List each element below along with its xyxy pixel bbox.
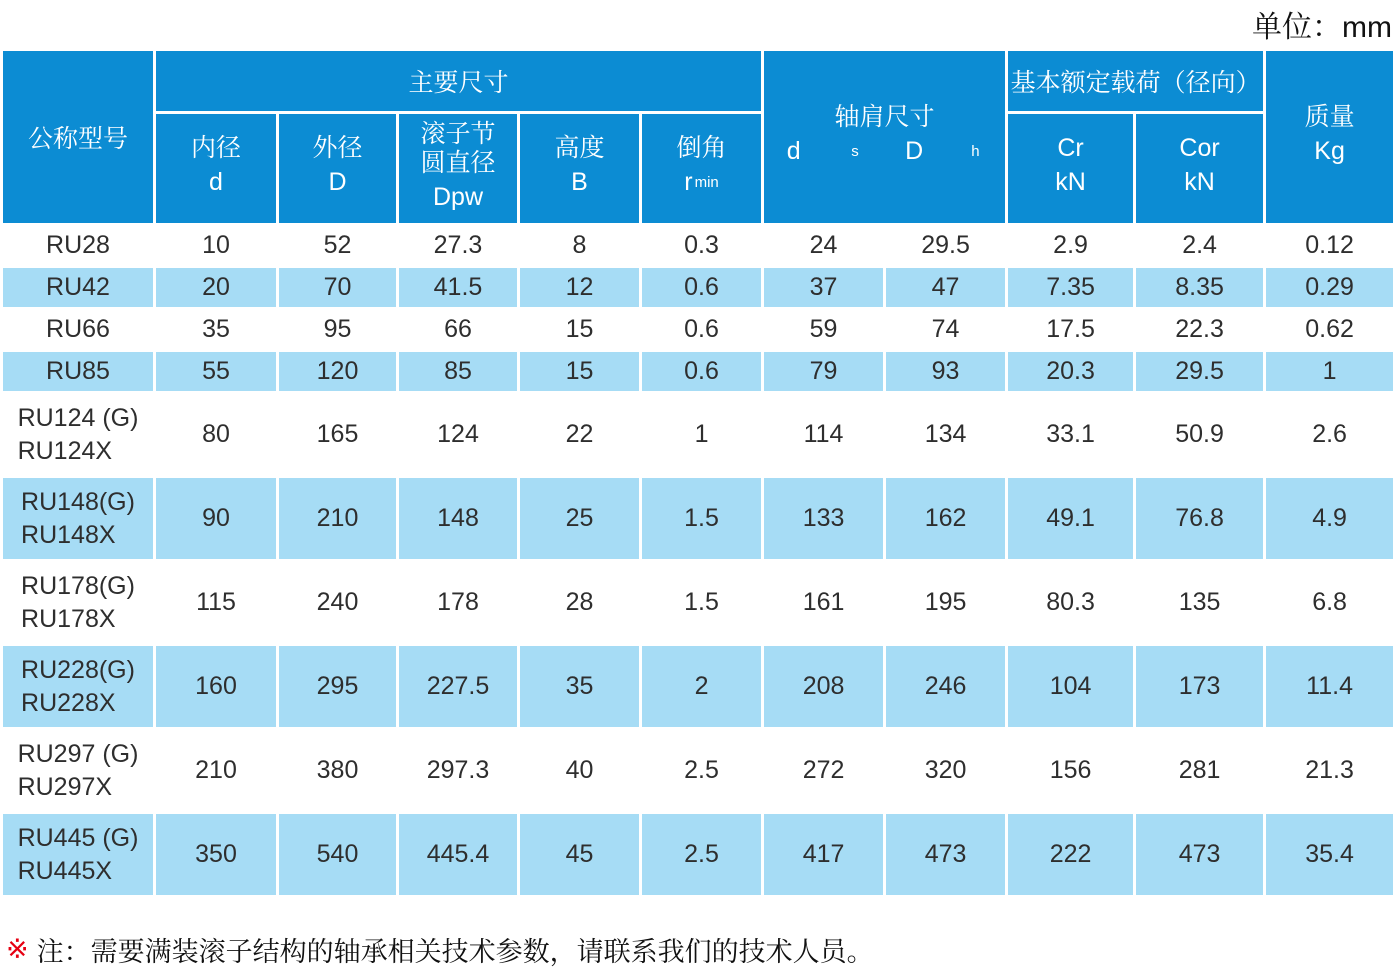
cell-rmin: 0.6: [642, 352, 761, 391]
cell-Dh: 162: [886, 478, 1005, 559]
table-row: [3, 268, 1393, 307]
cell-mass: 21.3: [1266, 730, 1393, 811]
cell-Dpw: 227.5: [399, 646, 517, 727]
cell-rmin: 1: [642, 394, 761, 475]
unit-label: 单位：mm: [1252, 11, 1392, 44]
cell-Cor: 2.4: [1136, 226, 1263, 265]
cell-Cor: 281: [1136, 730, 1263, 811]
cell-Cr: 20.3: [1008, 352, 1133, 391]
table-row: [3, 814, 1393, 895]
cell-Cor: 135: [1136, 562, 1263, 643]
cell-B: 35: [520, 646, 639, 727]
cell-d: 80: [156, 394, 276, 475]
cell-B: 15: [520, 310, 639, 349]
footnote-mark: ※: [6, 934, 29, 964]
cell-D: 120: [279, 352, 396, 391]
cell-d: 35: [156, 310, 276, 349]
cell-B: 15: [520, 352, 639, 391]
cell-Dpw: 27.3: [399, 226, 517, 265]
cell-rmin: 0.6: [642, 268, 761, 307]
table-row: [3, 394, 1393, 475]
cell-d: 160: [156, 646, 276, 727]
cell-rmin: 1.5: [642, 562, 761, 643]
symbol-ds: d s: [786, 136, 859, 165]
model-cell: RU28: [3, 226, 153, 265]
cell-rmin: 0.3: [642, 226, 761, 265]
cell-Cr: 17.5: [1008, 310, 1133, 349]
model-cell: RU85: [3, 352, 153, 391]
cell-Cr: 2.9: [1008, 226, 1133, 265]
model-cell: RU228(G) RU228X: [3, 646, 153, 727]
cell-d: 55: [156, 352, 276, 391]
header-cor: Cor kN: [1136, 114, 1263, 223]
header-outer-diameter: 外径 D: [279, 114, 396, 223]
cell-Dh: 47: [886, 268, 1005, 307]
bearing-spec-table: [0, 48, 1396, 898]
table-row: [3, 562, 1393, 643]
cell-D: 295: [279, 646, 396, 727]
cell-Dpw: 178: [399, 562, 517, 643]
cell-Cr: 156: [1008, 730, 1133, 811]
model-cell: RU297 (G) RU297X: [3, 730, 153, 811]
cell-mass: 4.9: [1266, 478, 1393, 559]
cell-rmin: 0.6: [642, 310, 761, 349]
cell-d: 115: [156, 562, 276, 643]
cell-Cr: 33.1: [1008, 394, 1133, 475]
model-cell: RU445 (G) RU445X: [3, 814, 153, 895]
table-row: [3, 226, 1393, 265]
cell-d: 90: [156, 478, 276, 559]
cell-Dh: 320: [886, 730, 1005, 811]
cell-mass: 0.29: [1266, 268, 1393, 307]
cell-ds: 161: [764, 562, 883, 643]
cell-rmin: 1.5: [642, 478, 761, 559]
cell-mass: 2.6: [1266, 394, 1393, 475]
cell-D: 210: [279, 478, 396, 559]
model-cell: RU178(G) RU178X: [3, 562, 153, 643]
cell-Dh: 473: [886, 814, 1005, 895]
cell-Cor: 29.5: [1136, 352, 1263, 391]
cell-Cr: 7.35: [1008, 268, 1133, 307]
header-height: 高度 B: [520, 114, 639, 223]
model-cell: RU148(G) RU148X: [3, 478, 153, 559]
shoulder-dims-label: 轴肩尺寸: [834, 102, 935, 131]
cell-Cr: 104: [1008, 646, 1133, 727]
cell-d: 10: [156, 226, 276, 265]
cell-B: 28: [520, 562, 639, 643]
cell-Cor: 76.8: [1136, 478, 1263, 559]
mass-unit: Kg: [1314, 136, 1345, 165]
header-pitch-diameter: 滚子节 圆直径 Dpw: [399, 114, 517, 223]
cell-Dpw: 124: [399, 394, 517, 475]
cell-D: 52: [279, 226, 396, 265]
cell-D: 240: [279, 562, 396, 643]
cell-Dh: 246: [886, 646, 1005, 727]
cell-Dh: 93: [886, 352, 1005, 391]
cell-Dh: 134: [886, 394, 1005, 475]
cell-ds: 417: [764, 814, 883, 895]
cell-d: 350: [156, 814, 276, 895]
cell-d: 210: [156, 730, 276, 811]
cell-Dh: 74: [886, 310, 1005, 349]
cell-rmin: 2.5: [642, 730, 761, 811]
cell-Cor: 173: [1136, 646, 1263, 727]
cell-mass: 35.4: [1266, 814, 1393, 895]
footnote: [0, 930, 1396, 969]
cell-D: 70: [279, 268, 396, 307]
cell-mass: 0.12: [1266, 226, 1393, 265]
cell-Cor: 473: [1136, 814, 1263, 895]
cell-Dpw: 148: [399, 478, 517, 559]
table-row: [3, 352, 1393, 391]
cell-ds: 272: [764, 730, 883, 811]
cell-B: 22: [520, 394, 639, 475]
cell-B: 45: [520, 814, 639, 895]
cell-ds: 79: [764, 352, 883, 391]
cell-Cr: 80.3: [1008, 562, 1133, 643]
table-row: [3, 646, 1393, 727]
model-cell: RU66: [3, 310, 153, 349]
cell-D: 95: [279, 310, 396, 349]
header-mass: [1266, 51, 1393, 223]
cell-ds: 114: [764, 394, 883, 475]
cell-B: 12: [520, 268, 639, 307]
cell-mass: 0.62: [1266, 310, 1393, 349]
cell-rmin: 2.5: [642, 814, 761, 895]
cell-D: 165: [279, 394, 396, 475]
header-cr: Cr kN: [1008, 114, 1133, 223]
cell-ds: 208: [764, 646, 883, 727]
cell-B: 8: [520, 226, 639, 265]
cell-Dh: 195: [886, 562, 1005, 643]
table-row: [3, 730, 1393, 811]
table-row: [3, 310, 1393, 349]
cell-ds: 24: [764, 226, 883, 265]
cell-Cor: 8.35: [1136, 268, 1263, 307]
cell-ds: 59: [764, 310, 883, 349]
cell-B: 25: [520, 478, 639, 559]
cell-d: 20: [156, 268, 276, 307]
cell-mass: 1: [1266, 352, 1393, 391]
cell-mass: 6.8: [1266, 562, 1393, 643]
cell-ds: 133: [764, 478, 883, 559]
cell-Cor: 22.3: [1136, 310, 1263, 349]
header-model: 公称型号: [3, 51, 153, 223]
table-row: [3, 478, 1393, 559]
symbol-dh: D h: [905, 136, 980, 165]
cell-ds: 37: [764, 268, 883, 307]
cell-mass: 11.4: [1266, 646, 1393, 727]
cell-Cor: 50.9: [1136, 394, 1263, 475]
mass-label: 质量: [1304, 102, 1355, 131]
cell-Dpw: 66: [399, 310, 517, 349]
header-bore: 内径 d: [156, 114, 276, 223]
cell-Cr: 49.1: [1008, 478, 1133, 559]
cell-rmin: 2: [642, 646, 761, 727]
cell-Dpw: 445.4: [399, 814, 517, 895]
cell-Cr: 222: [1008, 814, 1133, 895]
header-chamfer: 倒角 r min: [642, 114, 761, 223]
cell-B: 40: [520, 730, 639, 811]
model-cell: RU42: [3, 268, 153, 307]
header-shoulder-dims: [764, 51, 1005, 223]
footnote-text: 注：需要满装滚子结构的轴承相关技术参数，请联系我们的技术人员。: [36, 937, 874, 967]
cell-D: 540: [279, 814, 396, 895]
header-load-rating: 基本额定载荷（径向）: [1008, 51, 1263, 111]
cell-D: 380: [279, 730, 396, 811]
cell-Dpw: 85: [399, 352, 517, 391]
cell-Dpw: 297.3: [399, 730, 517, 811]
cell-Dpw: 41.5: [399, 268, 517, 307]
cell-Dh: 29.5: [886, 226, 1005, 265]
header-main-dims: 主要尺寸: [156, 51, 761, 111]
model-cell: RU124 (G) RU124X: [3, 394, 153, 475]
